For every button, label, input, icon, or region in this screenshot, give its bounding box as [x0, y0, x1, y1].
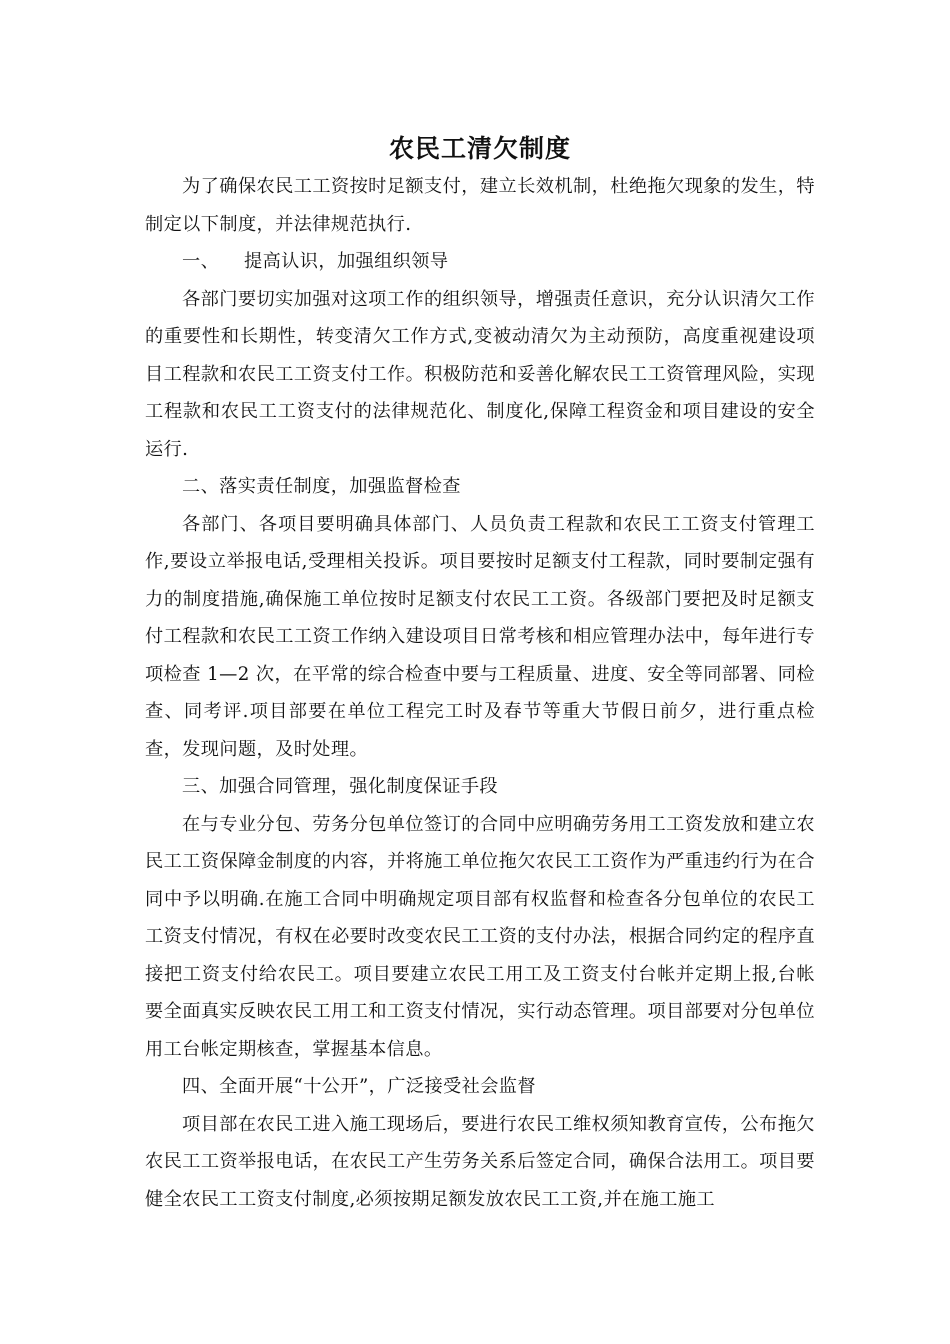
section-3-heading: 三、加强合同管理，强化制度保证手段 — [182, 776, 498, 797]
document-title: 农民工清欠制度 — [388, 134, 571, 163]
section-1-heading — [145, 243, 815, 281]
section-1-body: 各部门要切实加强对这项工作的组织领导，增强责任意识，充分认识清欠工作的重要性和长期性，转变清欠工作方式,变被动清欠为主动预防，高度重视建设项目工程款和农民工工资支付工作。积极防范和妥善化解农民工工资管理风险，实现工程款和农民工工资支付的法律规范化、制度化,保障工程资金和项目建设的安全运行. — [145, 288, 815, 460]
section-3-body: 在与专业分包、劳务分包单位签订的合同中应明确劳务用工工资发放和建立农民工工资保障金制度的内容，并将施工单位拖欠农民工工资作为严重违约行为在合同中予以明确.在施工合同中明确规定项目部有权监督和检查各分包单位的农民工工资支付情况，有权在必要时改变农民工工资的支付办法，根据合同约定的程序直接把工资支付给农民工。项目要建立农民工用工及工资支付台帐并定期上报,台帐要全面真实反映农民工用工和工资支付情况，实行动态管理。项目部要对分包单位用工台帐定期核查，掌握基本信息。 — [145, 813, 815, 1060]
intro-paragraph: 为了确保农民工工资按时足额支付，建立长效机制，杜绝拖欠现象的发生，特制定以下制度，并法律规范执行. — [145, 176, 815, 235]
section-1-heading-text: 提高认识，加强组织领导 — [244, 251, 449, 272]
section-1-number: 一、 — [182, 251, 220, 272]
section-2-body: 各部门、各项目要明确具体部门、人员负责工程款和农民工工资支付管理工作,要设立举报电话,受理相关投诉。项目要按时足额支付工程款，同时要制定强有力的制度措施,确保施工单位按时足额支付农民工工资。各级部门要把及时足额支付工程款和农民工工资工作纳入建设项目日常考核和相应管理办法中，每年进行专项检查 1—2 次，在平常的综合检查中要与工程质量、进度、安全等同部署、同检查、同考评.项目部要在单位工程完工时及春节等重大节假日前夕，进行重点检查，发现问题，及时处理。 — [145, 513, 815, 760]
section-2-heading: 二、落实责任制度，加强监督检查 — [182, 476, 461, 497]
section-4-heading: 四、全面开展“十公开”，广泛接受社会监督 — [182, 1076, 536, 1097]
section-4-body: 项目部在农民工进入施工现场后，要进行农民工维权须知教育宣传，公布拖欠农民工工资举报电话，在农民工产生劳务关系后签定合同，确保合法用工。项目要健全农民工工资支付制度,必须按期足额发放农民工工资,并在施工施工 — [145, 1113, 815, 1210]
document-body — [145, 130, 815, 1218]
